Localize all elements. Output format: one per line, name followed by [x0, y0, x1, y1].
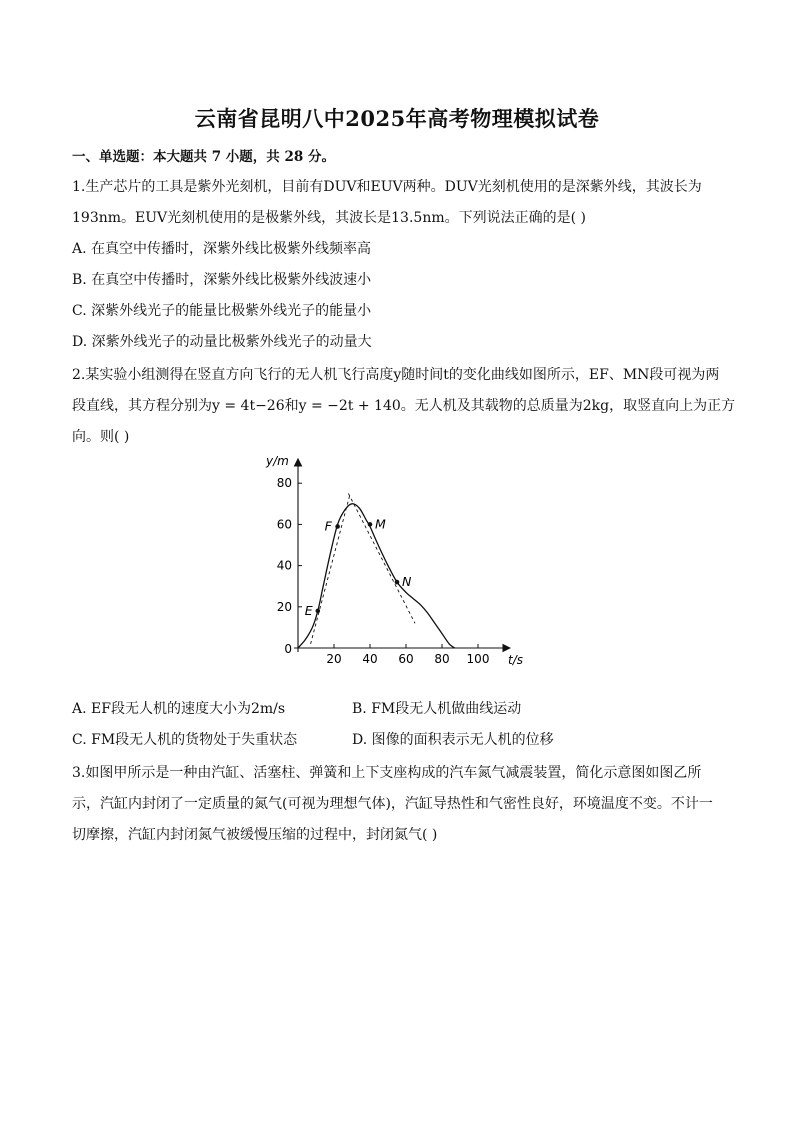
point-n — [395, 580, 400, 585]
y-axis-label: y/m — [266, 453, 289, 468]
section-heading: 一、单选题：本大题共 7 小题，共 28 分。 — [72, 149, 335, 165]
x-tick-label: 80 — [434, 652, 450, 666]
q2-option-b[interactable]: B. FM段无人机做曲线运动 — [352, 701, 522, 717]
point-m — [368, 522, 373, 527]
y-tick-label: 80 — [276, 476, 292, 491]
tangent-line-1 — [311, 494, 351, 644]
q2-option-a[interactable]: A. EF段无人机的速度大小为2m/s — [72, 701, 286, 717]
q3-stem-line2: 示，汽缸内封闭了一定质量的氮气(可视为理想气体)，汽缸导热性和气密性良好，环境温度不变。不计一 — [72, 796, 713, 812]
x-tick-label: 40 — [362, 652, 378, 666]
point-label-e: E — [304, 602, 313, 618]
height-time-chart — [250, 440, 550, 670]
x-tick-label: 20 — [326, 652, 342, 666]
q2-option-c[interactable]: C. FM段无人机的货物处于失重状态 — [72, 732, 298, 748]
point-e — [316, 609, 321, 614]
q2-stem-line1: 2.某实验小组测得在竖直方向飞行的无人机飞行高度y随时间t的变化曲线如图所示，EF、MN段可视为两 — [72, 367, 720, 383]
y-tick-label: 40 — [276, 558, 292, 573]
paper-title: 云南省昆明八中2025年高考物理模拟试卷 — [194, 106, 600, 131]
q2-stem-line2: 段直线，其方程分别为y = 4t−26和y = −2t + 140。无人机及其载物的总质量为2kg，取竖直向上为正方 — [72, 398, 736, 414]
tangent-line-2 — [348, 494, 415, 624]
q2-option-d[interactable]: D. 图像的面积表示无人机的位移 — [352, 732, 554, 748]
y-tick-label: 60 — [276, 517, 292, 532]
point-label-n: N — [402, 574, 412, 590]
q1-stem-line2: 193nm。EUV光刻机使用的是极紫外线，其波长是13.5nm。下列说法正确的是( ) — [72, 210, 586, 226]
q1-option-b[interactable]: B. 在真空中传播时，深紫外线比极紫外线波速小 — [72, 272, 372, 288]
x-tick-label: 100 — [466, 652, 490, 666]
q1-stem-line1: 1.生产芯片的工具是紫外光刻机，目前有DUV和EUV两种。DUV光刻机使用的是深紫外线，其波长为 — [72, 179, 702, 195]
origin-label: 0 — [284, 642, 292, 656]
x-tick-label: 60 — [398, 652, 414, 666]
point-f — [335, 524, 340, 529]
y-tick-label: 20 — [276, 599, 292, 614]
q1-option-c[interactable]: C. 深紫外线光子的能量比极紫外线光子的能量小 — [72, 303, 372, 319]
q3-stem-line3: 切摩擦，汽缸内封闭氮气被缓慢压缩的过程中，封闭氮气( ) — [72, 827, 438, 843]
point-label-m: M — [375, 516, 386, 532]
x-axis-label: t/s — [508, 653, 523, 667]
q2-stem-line3: 向。则( ) — [72, 429, 130, 445]
q1-option-d[interactable]: D. 深紫外线光子的动量比极紫外线光子的动量大 — [72, 334, 372, 350]
q1-option-a[interactable]: A. 在真空中传播时，深紫外线比极紫外线频率高 — [72, 241, 372, 257]
q3-stem-line1: 3.如图甲所示是一种由汽缸、活塞柱、弹簧和上下支座构成的汽车氮气减震装置，简化示意图如图乙所 — [72, 765, 702, 781]
point-label-f: F — [324, 518, 332, 534]
